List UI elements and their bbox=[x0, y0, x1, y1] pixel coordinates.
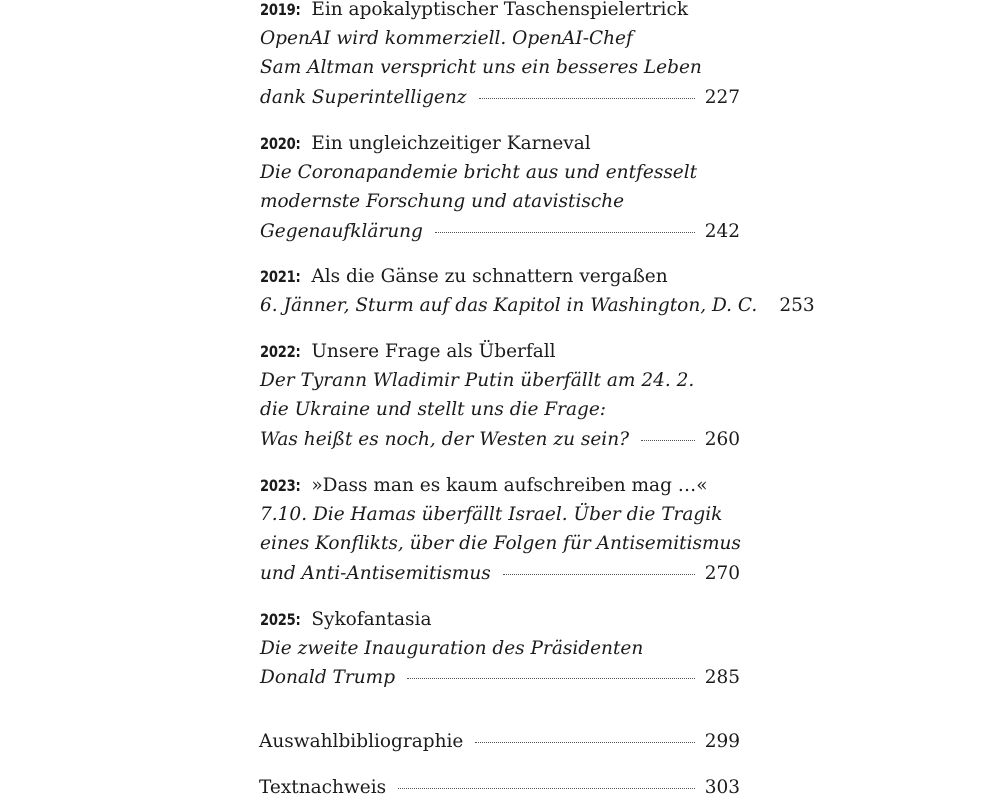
dot-leader bbox=[479, 98, 695, 99]
toc-entry-subtitle-line: Der Tyrann Wladimir Putin überfällt am 24. 2. bbox=[260, 370, 695, 391]
toc-entry-title: Ein ungleichzeitiger Karneval bbox=[311, 133, 591, 154]
toc-entry-title: Ein apokalyptischer Taschenspielertrick bbox=[311, 0, 689, 20]
toc-entry-year: 2023: bbox=[260, 476, 301, 495]
toc-entry-page-number: 285 bbox=[704, 667, 740, 688]
toc-entry-title: Unsere Frage als Überfall bbox=[311, 341, 556, 362]
toc-entry-page-number: 242 bbox=[704, 221, 740, 242]
dot-leader bbox=[475, 742, 694, 743]
toc-entry-year: 2021: bbox=[260, 267, 301, 286]
toc-entry-subtitle-line: eines Konflikts, über die Folgen für Antisemitismus bbox=[260, 533, 741, 554]
toc-entry-subtitle-line: modernste Forschung und atavistische bbox=[260, 191, 625, 212]
toc-entry-year: 2019: bbox=[260, 0, 301, 19]
toc-entry-heading bbox=[260, 266, 668, 288]
toc-entry-subtitle-line: Gegenaufklärung bbox=[260, 221, 423, 242]
toc-entry-page-number: 303 bbox=[704, 777, 740, 798]
toc-entry-subtitle-line: die Ukraine und stellt uns die Frage: bbox=[260, 399, 607, 420]
toc-entry-last-line bbox=[260, 295, 815, 317]
toc-entry-page-number: 270 bbox=[704, 563, 740, 584]
toc-entry-last-line bbox=[259, 777, 740, 799]
toc-entry-page-number: 227 bbox=[704, 87, 740, 108]
toc-entry-heading bbox=[260, 341, 556, 363]
toc-entry-subtitle-line: 7.10. Die Hamas überfällt Israel. Über die Tragik bbox=[260, 504, 723, 525]
toc-entry-heading bbox=[260, 133, 591, 155]
toc-entry-last-line bbox=[260, 221, 740, 243]
toc-entry-heading bbox=[260, 475, 708, 497]
toc-entry-heading bbox=[260, 609, 432, 631]
toc-entry-subtitle-line: Was heißt es noch, der Westen zu sein? bbox=[260, 429, 630, 450]
toc-entry-page-number: 260 bbox=[704, 429, 740, 450]
toc-entry-last-line bbox=[260, 667, 740, 689]
dot-leader bbox=[407, 678, 695, 679]
toc-entry-last-line bbox=[260, 429, 740, 451]
toc-entry-title: Textnachweis bbox=[259, 777, 387, 798]
toc-entry-last-line bbox=[259, 731, 740, 753]
toc-entry-last-line bbox=[260, 563, 740, 585]
toc-entry-year: 2020: bbox=[260, 134, 301, 153]
toc-entry-subtitle-line: Donald Trump bbox=[260, 667, 396, 688]
toc-entry-year: 2025: bbox=[260, 610, 301, 629]
toc-entry-page-number: 299 bbox=[704, 731, 740, 752]
toc-entry-subtitle-line: 6. Jänner, Sturm auf das Kapitol in Washington, D. C. bbox=[260, 295, 758, 316]
dot-leader bbox=[503, 574, 695, 575]
toc-entry-title: »Dass man es kaum aufschreiben mag …« bbox=[311, 475, 708, 496]
toc-entry-subtitle-line: Die zweite Inauguration des Präsidenten bbox=[260, 638, 644, 659]
toc-entry-subtitle-line: OpenAI wird kommerziell. OpenAI-Chef bbox=[260, 28, 633, 49]
toc-entry-subtitle-line: dank Superintelligenz bbox=[260, 87, 467, 108]
toc-entry-year: 2022: bbox=[260, 342, 301, 361]
toc-entry-title: Sykofantasia bbox=[311, 609, 432, 630]
toc-entry-page-number: 253 bbox=[779, 295, 815, 316]
dot-leader bbox=[641, 440, 695, 441]
toc-entry-subtitle-line: und Anti-Antisemitismus bbox=[260, 563, 491, 584]
toc-entry-heading bbox=[260, 0, 688, 21]
toc-entry-last-line bbox=[260, 87, 740, 109]
dot-leader bbox=[435, 232, 695, 233]
toc-entry-title: Als die Gänse zu schnattern vergaßen bbox=[311, 266, 668, 287]
toc-entry-subtitle-line: Die Coronapandemie bricht aus und entfesselt bbox=[260, 162, 698, 183]
dot-leader bbox=[398, 788, 695, 789]
toc-entry-title: Auswahlbibliographie bbox=[259, 731, 464, 752]
toc-entry-subtitle-line: Sam Altman verspricht uns ein besseres Leben bbox=[260, 57, 702, 78]
